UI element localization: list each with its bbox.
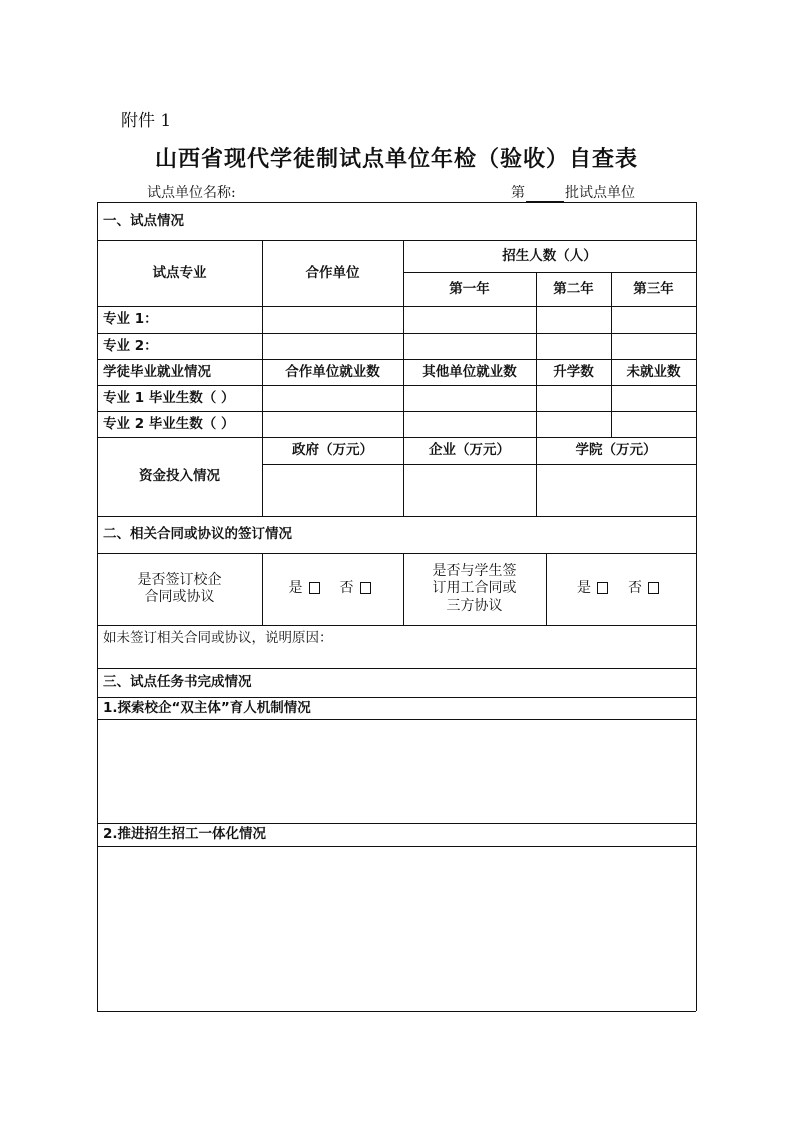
section1-heading: 一、试点情况 [103, 212, 184, 229]
page-title: 山西省现代学徒制试点单位年检（验收）自查表 [154, 146, 638, 172]
q1-options [262, 553, 403, 625]
batch-blank[interactable] [526, 186, 564, 202]
q2-yes-label: 是 [577, 580, 591, 597]
q1-line1: 是否签订校企 [137, 571, 222, 588]
major2-label: 专业 2： [103, 337, 158, 354]
item1-text-area[interactable] [98, 720, 695, 822]
college-funding-header: 学院（万元） [575, 442, 657, 459]
col-major-header: 试点专业 [152, 264, 207, 281]
gov-funding-header: 政府（万元） [292, 442, 373, 459]
q1-yes-label: 是 [288, 580, 303, 597]
year3-header: 第三年 [633, 280, 674, 297]
item2-text-area[interactable] [98, 847, 695, 1010]
q2-no-label: 否 [628, 580, 642, 597]
unit-name-label: 试点单位名称: [147, 185, 236, 201]
attachment-label: 附件 1 [121, 111, 172, 131]
batch-label [511, 182, 635, 202]
q2-no-checkbox[interactable] [648, 582, 659, 594]
item2-heading: 2.推进招生招工一体化情况 [103, 826, 267, 843]
school-enterprise-contract-question [97, 553, 262, 625]
major2-graduates-label: 专业 2 毕业生数（ ） [103, 415, 235, 432]
col-enroll-header: 招生人数（人） [502, 247, 597, 264]
batch-prefix: 第 [511, 185, 525, 201]
employ-other-header: 其他单位就业数 [422, 363, 517, 380]
employ-partner-header: 合作单位就业数 [285, 363, 380, 380]
employment-label: 学徒毕业就业情况 [103, 363, 211, 380]
employ-none-header: 未就业数 [626, 363, 681, 380]
q1-no-label: 否 [339, 580, 354, 597]
major1-label: 专业 1： [103, 311, 158, 328]
q1-line2: 合同或协议 [144, 589, 215, 605]
year2-header: 第二年 [553, 280, 594, 297]
major1-graduates-label: 专业 1 毕业生数（ ） [103, 389, 235, 406]
item1-heading: 1.探索校企“双主体”育人机制情况 [103, 699, 311, 716]
unsigned-reason-label: 如未签订相关合同或协议，说明原因： [103, 629, 333, 646]
q1-yes-checkbox[interactable] [309, 582, 320, 594]
q2-options [546, 553, 696, 625]
year1-header: 第一年 [449, 280, 490, 297]
q2-line2: 订用工合同或 [432, 580, 517, 597]
section3-heading: 三、试点任务书完成情况 [103, 674, 252, 691]
section2-heading: 二、相关合同或协议的签订情况 [103, 526, 292, 543]
batch-suffix: 批试点单位 [565, 185, 635, 201]
q2-line1: 是否与学生签 [432, 562, 517, 579]
q1-no-checkbox[interactable] [360, 582, 371, 594]
funding-label: 资金投入情况 [139, 468, 220, 485]
col-partner-header: 合作单位 [305, 264, 360, 281]
enterprise-funding-header: 企业（万元） [429, 442, 510, 459]
student-contract-question [403, 553, 546, 625]
q2-yes-checkbox[interactable] [597, 582, 608, 594]
employ-further-header: 升学数 [553, 363, 594, 380]
q2-line3: 三方协议 [446, 597, 503, 614]
unsigned-reason-field[interactable] [98, 651, 695, 667]
